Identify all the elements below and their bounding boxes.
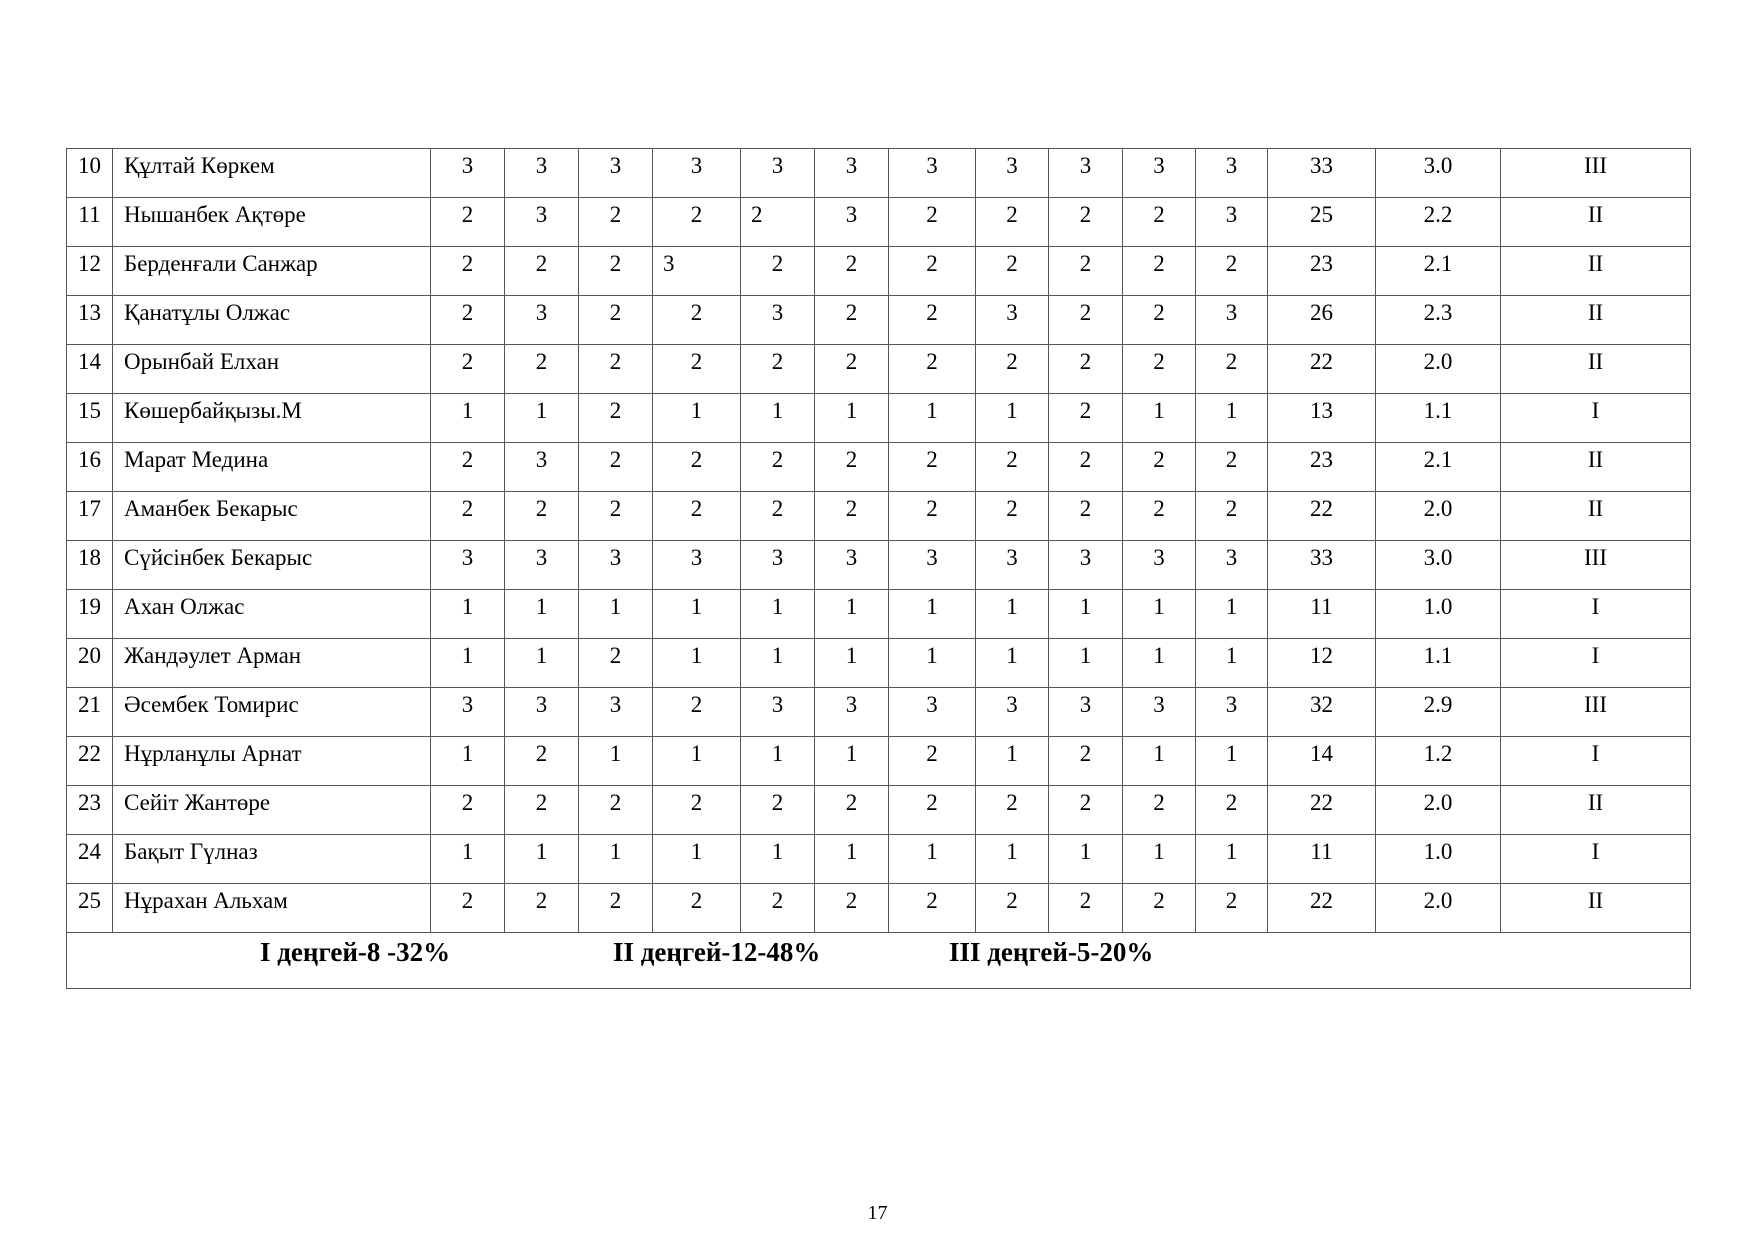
score-cell: 2 — [1049, 737, 1123, 786]
level-cell: I — [1501, 737, 1691, 786]
score-cell: 3 — [741, 149, 815, 198]
score-cell: 2 — [815, 492, 889, 541]
student-name-cell: Аманбек Бекарыс — [113, 492, 431, 541]
score-cell: 2 — [976, 492, 1049, 541]
score-cell: 1 — [976, 394, 1049, 443]
score-cell: 2 — [889, 786, 976, 835]
level-cell: I — [1501, 394, 1691, 443]
score-cell: 2 — [1123, 247, 1196, 296]
score-cell: 2 — [976, 443, 1049, 492]
score-cell: 3 — [505, 443, 579, 492]
score-cell: 2 — [741, 492, 815, 541]
level-cell: II — [1501, 296, 1691, 345]
student-name-cell: Сейіт Жантөре — [113, 786, 431, 835]
table-row — [67, 247, 1691, 296]
score-cell: 2 — [815, 296, 889, 345]
score-cell: 1 — [1049, 590, 1123, 639]
table-row — [67, 296, 1691, 345]
score-cell: 2 — [653, 492, 741, 541]
score-cell: 1 — [431, 590, 505, 639]
student-name-cell: Нұрахан Альхам — [113, 884, 431, 933]
summary-row — [67, 933, 1691, 989]
score-cell: 1 — [1196, 737, 1268, 786]
table-row — [67, 345, 1691, 394]
student-name-cell: Нұрланұлы Арнат — [113, 737, 431, 786]
score-cell: 1 — [1196, 639, 1268, 688]
student-name-cell: Сүйсінбек Бекарыс — [113, 541, 431, 590]
score-cell: 1 — [505, 835, 579, 884]
level-cell: II — [1501, 443, 1691, 492]
table-row — [67, 639, 1691, 688]
score-cell: 2 — [579, 443, 653, 492]
score-cell: 2 — [431, 247, 505, 296]
score-cell: 2 — [741, 786, 815, 835]
score-cell: 2 — [431, 296, 505, 345]
score-cell: 3 — [1123, 541, 1196, 590]
table-row — [67, 198, 1691, 247]
row-number-cell: 19 — [67, 590, 113, 639]
level-cell: III — [1501, 688, 1691, 737]
student-name-cell: Берденғали Санжар — [113, 247, 431, 296]
score-cell: 1 — [653, 590, 741, 639]
student-name-cell: Көшербайқызы.М — [113, 394, 431, 443]
score-cell: 2 — [1049, 492, 1123, 541]
score-cell: 1 — [1049, 639, 1123, 688]
score-cell: 1 — [653, 737, 741, 786]
row-number-cell: 24 — [67, 835, 113, 884]
score-cell: 2 — [1196, 786, 1268, 835]
score-cell: 2 — [579, 296, 653, 345]
score-cell: 2 — [889, 737, 976, 786]
row-number-cell: 12 — [67, 247, 113, 296]
score-cell: 3 — [653, 149, 741, 198]
score-cell: 3 — [815, 149, 889, 198]
level-cell: I — [1501, 835, 1691, 884]
student-name-cell: Қанатұлы Олжас — [113, 296, 431, 345]
score-cell: 1 — [431, 737, 505, 786]
score-cell: 2 — [431, 198, 505, 247]
score-cell: 3 — [579, 149, 653, 198]
total-cell: 22 — [1268, 345, 1376, 394]
score-cell: 2 — [1049, 198, 1123, 247]
score-cell: 3 — [1123, 688, 1196, 737]
score-cell: 1 — [431, 639, 505, 688]
score-cell: 1 — [505, 590, 579, 639]
row-number-cell: 14 — [67, 345, 113, 394]
score-cell: 3 — [431, 541, 505, 590]
row-number-cell: 25 — [67, 884, 113, 933]
score-cell: 2 — [653, 786, 741, 835]
avg-cell: 2.1 — [1376, 443, 1501, 492]
score-cell: 3 — [1196, 688, 1268, 737]
row-number-cell: 11 — [67, 198, 113, 247]
student-name-cell: Бақыт Гүлназ — [113, 835, 431, 884]
score-cell: 3 — [1049, 541, 1123, 590]
score-cell: 2 — [431, 884, 505, 933]
score-cell: 2 — [505, 345, 579, 394]
avg-cell: 3.0 — [1376, 541, 1501, 590]
score-cell: 2 — [889, 198, 976, 247]
row-number-cell: 10 — [67, 149, 113, 198]
score-cell: 1 — [741, 737, 815, 786]
score-cell: 1 — [815, 394, 889, 443]
level-cell: II — [1501, 345, 1691, 394]
avg-cell: 2.0 — [1376, 492, 1501, 541]
student-name-cell: Құлтай Көркем — [113, 149, 431, 198]
score-cell: 1 — [1123, 639, 1196, 688]
score-cell: 2 — [653, 884, 741, 933]
score-cell: 3 — [976, 149, 1049, 198]
row-number-cell: 13 — [67, 296, 113, 345]
level-3-summary: III деңгей-5-20% — [949, 937, 1154, 967]
score-cell: 1 — [653, 639, 741, 688]
score-cell: 2 — [741, 198, 815, 247]
score-cell: 2 — [1049, 247, 1123, 296]
total-cell: 22 — [1268, 884, 1376, 933]
score-cell: 1 — [653, 394, 741, 443]
score-cell: 1 — [431, 835, 505, 884]
score-cell: 2 — [741, 345, 815, 394]
page-number: 17 — [867, 1202, 888, 1224]
student-name-cell: Марат Медина — [113, 443, 431, 492]
score-cell: 3 — [976, 296, 1049, 345]
score-cell: 3 — [889, 688, 976, 737]
total-cell: 33 — [1268, 149, 1376, 198]
score-cell: 3 — [889, 149, 976, 198]
score-cell: 2 — [1123, 296, 1196, 345]
row-number-cell: 16 — [67, 443, 113, 492]
score-cell: 2 — [1049, 786, 1123, 835]
level-cell: II — [1501, 492, 1691, 541]
score-cell: 2 — [1123, 345, 1196, 394]
score-cell: 1 — [1123, 590, 1196, 639]
avg-cell: 3.0 — [1376, 149, 1501, 198]
summary-line — [67, 937, 1690, 977]
score-cell: 1 — [1196, 394, 1268, 443]
score-cell: 1 — [741, 394, 815, 443]
table-row — [67, 492, 1691, 541]
total-cell: 14 — [1268, 737, 1376, 786]
score-cell: 2 — [505, 884, 579, 933]
score-cell: 2 — [1049, 443, 1123, 492]
score-cell: 2 — [889, 345, 976, 394]
score-cell: 3 — [505, 149, 579, 198]
score-cell: 3 — [505, 296, 579, 345]
score-cell: 2 — [653, 443, 741, 492]
score-cell: 2 — [579, 345, 653, 394]
score-cell: 1 — [653, 835, 741, 884]
student-name-cell: Нышанбек Ақтөре — [113, 198, 431, 247]
avg-cell: 1.2 — [1376, 737, 1501, 786]
row-number-cell: 22 — [67, 737, 113, 786]
score-cell: 3 — [815, 198, 889, 247]
score-cell: 2 — [653, 198, 741, 247]
score-cell: 3 — [1049, 149, 1123, 198]
avg-cell: 2.0 — [1376, 884, 1501, 933]
score-cell: 2 — [1123, 786, 1196, 835]
table-row — [67, 394, 1691, 443]
score-cell: 1 — [889, 394, 976, 443]
score-cell: 2 — [1196, 492, 1268, 541]
score-cell: 2 — [741, 884, 815, 933]
score-cell: 2 — [1049, 296, 1123, 345]
summary-cell — [67, 933, 1691, 989]
score-cell: 2 — [1196, 345, 1268, 394]
score-cell: 3 — [889, 541, 976, 590]
avg-cell: 2.3 — [1376, 296, 1501, 345]
score-cell: 1 — [976, 737, 1049, 786]
score-cell: 1 — [889, 639, 976, 688]
score-cell: 2 — [1196, 443, 1268, 492]
level-cell: III — [1501, 149, 1691, 198]
score-cell: 2 — [976, 198, 1049, 247]
table-row — [67, 884, 1691, 933]
score-cell: 1 — [1123, 835, 1196, 884]
score-cell: 3 — [653, 541, 741, 590]
score-cell: 1 — [741, 639, 815, 688]
score-cell: 3 — [815, 688, 889, 737]
table-row — [67, 590, 1691, 639]
score-cell: 2 — [579, 198, 653, 247]
score-cell: 2 — [431, 786, 505, 835]
row-number-cell: 20 — [67, 639, 113, 688]
student-scores-table — [66, 148, 1691, 989]
score-cell: 2 — [579, 786, 653, 835]
score-cell: 3 — [741, 688, 815, 737]
score-cell: 1 — [815, 639, 889, 688]
table-row — [67, 737, 1691, 786]
score-cell: 1 — [1196, 835, 1268, 884]
total-cell: 13 — [1268, 394, 1376, 443]
score-cell: 1 — [815, 590, 889, 639]
level-cell: I — [1501, 590, 1691, 639]
row-number-cell: 21 — [67, 688, 113, 737]
score-cell: 2 — [976, 345, 1049, 394]
score-cell: 2 — [815, 443, 889, 492]
score-cell: 2 — [653, 688, 741, 737]
score-cell: 2 — [1196, 884, 1268, 933]
score-cell: 1 — [889, 835, 976, 884]
score-cell: 2 — [431, 345, 505, 394]
level-cell: I — [1501, 639, 1691, 688]
score-cell: 2 — [653, 345, 741, 394]
avg-cell: 1.1 — [1376, 394, 1501, 443]
score-cell: 2 — [1049, 394, 1123, 443]
score-cell: 1 — [815, 737, 889, 786]
score-cell: 3 — [505, 688, 579, 737]
total-cell: 12 — [1268, 639, 1376, 688]
level-cell: III — [1501, 541, 1691, 590]
student-name-cell: Ахан Олжас — [113, 590, 431, 639]
total-cell: 32 — [1268, 688, 1376, 737]
score-cell: 3 — [976, 541, 1049, 590]
score-cell: 2 — [505, 737, 579, 786]
level-2-summary: II деңгей-12-48% — [613, 937, 821, 967]
score-cell: 2 — [815, 786, 889, 835]
score-cell: 2 — [653, 296, 741, 345]
avg-cell: 2.0 — [1376, 786, 1501, 835]
score-cell: 2 — [815, 247, 889, 296]
score-cell: 2 — [889, 443, 976, 492]
score-cell: 3 — [431, 149, 505, 198]
table-row — [67, 786, 1691, 835]
score-cell: 1 — [815, 835, 889, 884]
score-cell: 2 — [1049, 345, 1123, 394]
row-number-cell: 17 — [67, 492, 113, 541]
score-cell: 1 — [889, 590, 976, 639]
level-cell: II — [1501, 247, 1691, 296]
score-cell: 2 — [1123, 884, 1196, 933]
score-cell: 2 — [579, 492, 653, 541]
level-cell: II — [1501, 884, 1691, 933]
score-cell: 3 — [1196, 149, 1268, 198]
total-cell: 26 — [1268, 296, 1376, 345]
score-cell: 3 — [1196, 296, 1268, 345]
student-name-cell: Жандәулет Арман — [113, 639, 431, 688]
score-cell: 1 — [505, 639, 579, 688]
score-cell: 2 — [1123, 198, 1196, 247]
score-cell: 2 — [815, 345, 889, 394]
total-cell: 23 — [1268, 443, 1376, 492]
avg-cell: 2.0 — [1376, 345, 1501, 394]
score-cell: 2 — [976, 247, 1049, 296]
table-row — [67, 541, 1691, 590]
score-cell: 3 — [741, 296, 815, 345]
score-cell: 3 — [1049, 688, 1123, 737]
score-cell: 3 — [1196, 198, 1268, 247]
score-cell: 2 — [579, 247, 653, 296]
avg-cell: 2.2 — [1376, 198, 1501, 247]
score-cell: 2 — [741, 247, 815, 296]
score-cell: 3 — [579, 688, 653, 737]
score-cell: 3 — [431, 688, 505, 737]
score-cell: 1 — [431, 394, 505, 443]
score-cell: 2 — [431, 443, 505, 492]
score-cell: 2 — [579, 884, 653, 933]
row-number-cell: 23 — [67, 786, 113, 835]
avg-cell: 2.9 — [1376, 688, 1501, 737]
score-cell: 2 — [1049, 884, 1123, 933]
score-cell: 1 — [579, 590, 653, 639]
score-cell: 1 — [579, 835, 653, 884]
score-cell: 3 — [741, 541, 815, 590]
score-cell: 1 — [741, 835, 815, 884]
score-cell: 3 — [976, 688, 1049, 737]
score-cell: 2 — [889, 884, 976, 933]
score-cell: 3 — [815, 541, 889, 590]
score-cell: 2 — [976, 884, 1049, 933]
score-cell: 3 — [505, 541, 579, 590]
score-cell: 3 — [505, 198, 579, 247]
score-cell: 2 — [579, 639, 653, 688]
avg-cell: 1.1 — [1376, 639, 1501, 688]
avg-cell: 1.0 — [1376, 590, 1501, 639]
total-cell: 11 — [1268, 835, 1376, 884]
table-row — [67, 443, 1691, 492]
score-cell: 3 — [1123, 149, 1196, 198]
avg-cell: 1.0 — [1376, 835, 1501, 884]
score-cell: 2 — [815, 884, 889, 933]
score-cell: 2 — [889, 492, 976, 541]
score-cell: 1 — [579, 737, 653, 786]
total-cell: 11 — [1268, 590, 1376, 639]
score-cell: 1 — [1196, 590, 1268, 639]
score-cell: 1 — [976, 590, 1049, 639]
total-cell: 25 — [1268, 198, 1376, 247]
total-cell: 22 — [1268, 492, 1376, 541]
score-cell: 2 — [505, 247, 579, 296]
score-cell: 2 — [976, 786, 1049, 835]
student-name-cell: Орынбай Елхан — [113, 345, 431, 394]
score-cell: 2 — [579, 394, 653, 443]
score-cell: 1 — [505, 394, 579, 443]
total-cell: 33 — [1268, 541, 1376, 590]
score-cell: 2 — [889, 296, 976, 345]
score-cell: 1 — [976, 835, 1049, 884]
level-1-summary: I деңгей-8 -32% — [260, 937, 451, 967]
total-cell: 23 — [1268, 247, 1376, 296]
score-cell: 2 — [505, 786, 579, 835]
table-row — [67, 149, 1691, 198]
score-cell: 1 — [1049, 835, 1123, 884]
row-number-cell: 18 — [67, 541, 113, 590]
student-name-cell: Әсембек Томирис — [113, 688, 431, 737]
score-cell: 1 — [1123, 737, 1196, 786]
table-row — [67, 835, 1691, 884]
score-cell: 2 — [741, 443, 815, 492]
score-cell: 2 — [505, 492, 579, 541]
table-body — [67, 149, 1691, 933]
score-cell: 2 — [1123, 443, 1196, 492]
score-cell: 1 — [1123, 394, 1196, 443]
score-cell: 2 — [889, 247, 976, 296]
avg-cell: 2.1 — [1376, 247, 1501, 296]
score-cell: 2 — [1196, 247, 1268, 296]
score-cell: 2 — [431, 492, 505, 541]
level-cell: II — [1501, 198, 1691, 247]
score-cell: 3 — [653, 247, 741, 296]
score-cell: 3 — [579, 541, 653, 590]
table-row — [67, 688, 1691, 737]
row-number-cell: 15 — [67, 394, 113, 443]
level-cell: II — [1501, 786, 1691, 835]
score-cell: 3 — [1196, 541, 1268, 590]
score-cell: 1 — [976, 639, 1049, 688]
score-cell: 1 — [741, 590, 815, 639]
score-cell: 2 — [1123, 492, 1196, 541]
total-cell: 22 — [1268, 786, 1376, 835]
